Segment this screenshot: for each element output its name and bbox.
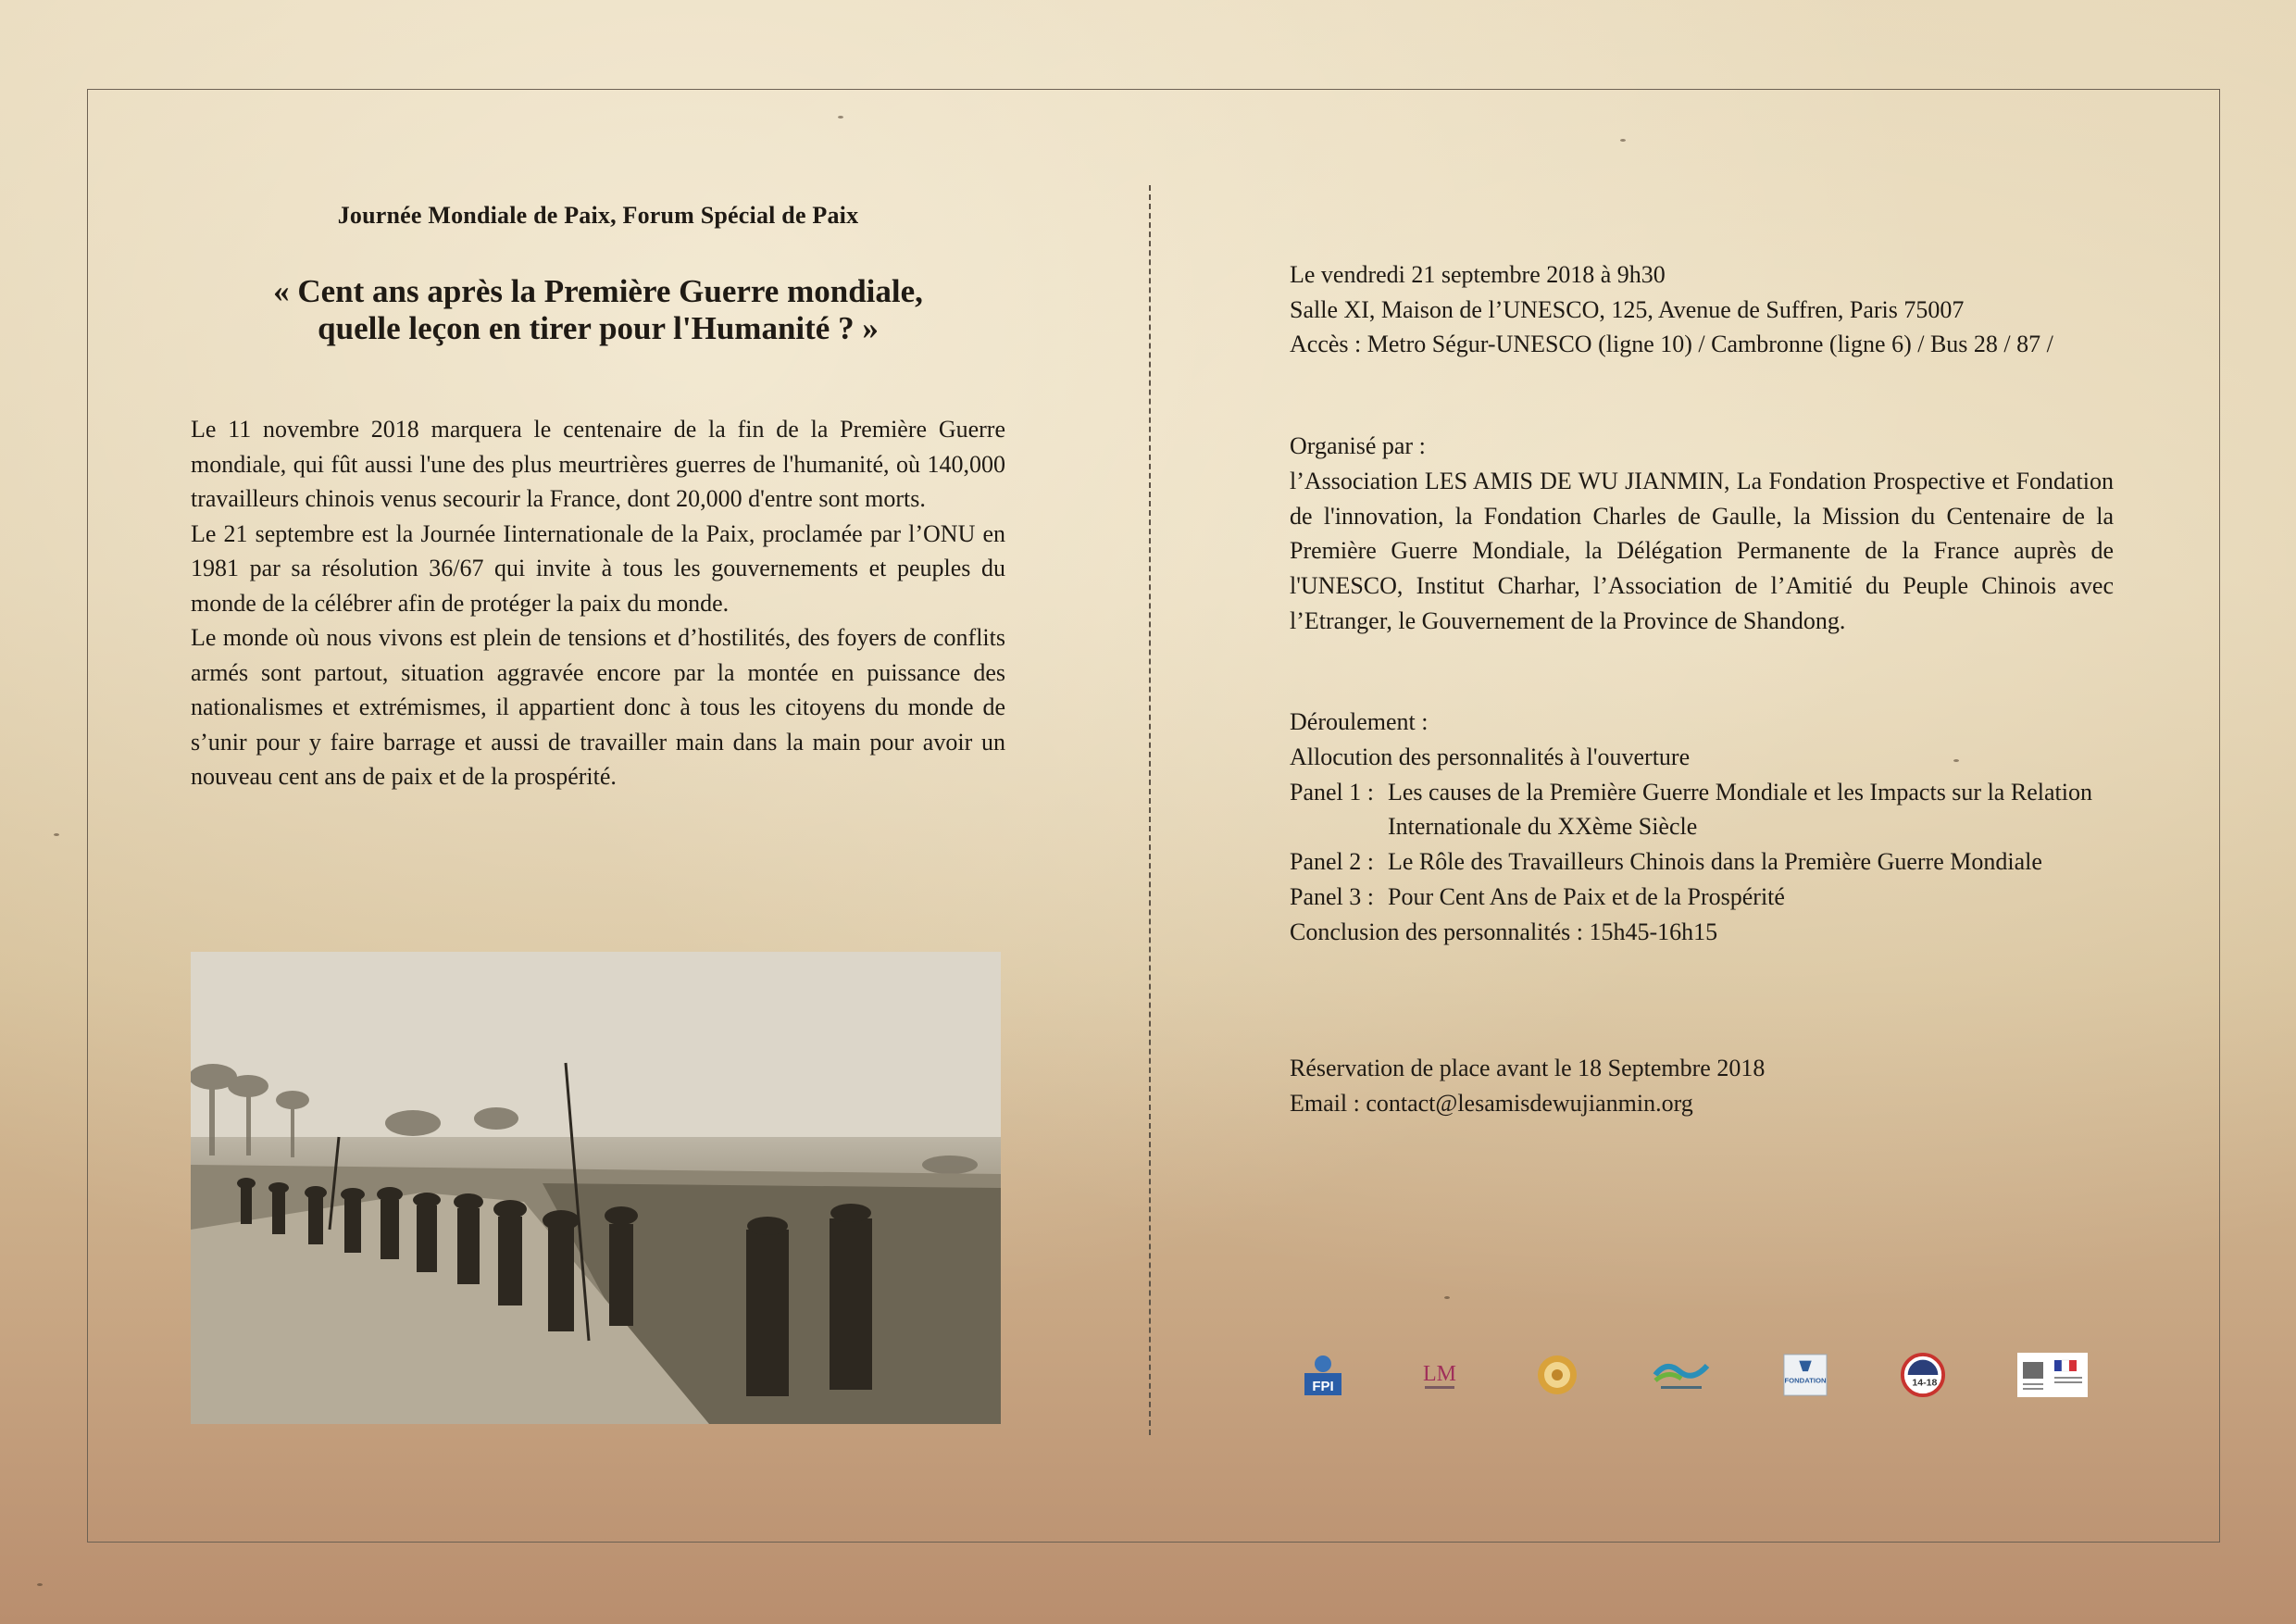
organisers-text: l’Association LES AMIS DE WU JIANMIN, La Fondation Prospective et Fondation de l'innovation, la Fondation Charles de Gaulle, la Mission du Centenaire de la Première Guerre Mondiale, la Délégation Permanente de la France auprès de l'UNESCO, Institut Charhar, l’Association de l’Amitié du Peuple Chinois avec l’Etranger, le Gouvernement de la Province de Shandong.	[1290, 467, 2114, 634]
event-subtitle: Journée Mondiale de Paix, Forum Spécial de Paix	[337, 202, 859, 229]
event-date: Le vendredi 21 septembre 2018 à 9h30	[1290, 261, 1666, 288]
panel-label: Panel 1 :	[1290, 778, 1374, 806]
photo-illustration	[191, 952, 1001, 1424]
intro-text	[191, 412, 1005, 794]
fondation-de-gaulle-logo	[1783, 1353, 1828, 1397]
les-amis-logo-text: LM	[1423, 1362, 1457, 1386]
event-details	[1290, 257, 2114, 362]
partner-logos	[1301, 1347, 2088, 1403]
intro-paragraph: Le 11 novembre 2018 marquera le centenaire de la fin de la Première Guerre mondiale, qui fût aussi l'une des plus meurtrières guerres de l'humanité, où 140,000 travailleurs chinois venus secourir la France, dont 20,000 d'entre sont morts.	[191, 416, 1005, 512]
les-amis-logo	[1417, 1353, 1462, 1397]
event-access: Accès : Metro Ségur-UNESCO (ligne 10) / Cambronne (ligne 6) / Bus 28 / 87 /	[1290, 331, 2053, 358]
fpi-logo-text: FPI	[1312, 1379, 1334, 1394]
centenaire-logo	[1901, 1353, 1945, 1397]
panel-label: Panel 3 :	[1290, 882, 1374, 910]
program-label: Déroulement :	[1290, 708, 1429, 736]
event-venue: Salle XI, Maison de l’UNESCO, 125, Avenue de Suffren, Paris 75007	[1290, 295, 1965, 323]
friendship-association-logo	[1652, 1353, 1711, 1397]
program-conclusion: Conclusion des personnalités : 15h45-16h15	[1290, 918, 1718, 945]
historical-photo	[191, 952, 1001, 1424]
intro-paragraph: Le 21 septembre est la Journée Iinternationale de la Paix, proclamée par l’ONU en 1981 par sa résolution 36/67 qui invite à tous les gouvernements et peuples du monde de la célébrer afin de protéger la paix du monde.	[191, 519, 1005, 617]
panel-row	[1290, 880, 2114, 915]
panel-label: Panel 2 :	[1290, 848, 1374, 876]
headline-line: quelle leçon en tirer pour l'Humanité ? »	[318, 310, 879, 346]
right-panel	[1290, 257, 2114, 1121]
panel-text: Pour Cent Ans de Paix et de la Prospérité	[1388, 882, 1785, 910]
fondation-logo-text: FONDATION	[1784, 1376, 1827, 1385]
organisers	[1290, 429, 2114, 638]
program-opening: Allocution des personnalités à l'ouverture	[1290, 743, 1691, 771]
panel-text: Le Rôle des Travailleurs Chinois dans la Première Guerre Mondiale	[1388, 848, 2042, 876]
headline	[191, 273, 1005, 347]
panel-text: Les causes de la Première Guerre Mondiale et les Impacts sur la Relation Internationale du XXème Siècle	[1388, 778, 2092, 841]
paper-speckle	[54, 833, 59, 836]
left-panel	[191, 199, 1005, 794]
organisers-label: Organisé par :	[1290, 432, 1426, 460]
unesco-france-logo	[2017, 1353, 2088, 1397]
charhar-seal-logo	[1535, 1353, 1579, 1397]
contact-email[interactable]: Email : contact@lesamisdewujianmin.org	[1290, 1089, 1693, 1117]
reservation	[1290, 1051, 2114, 1120]
fpi-logo	[1301, 1353, 1345, 1397]
fold-line	[1149, 185, 1151, 1435]
paper-speckle	[37, 1583, 43, 1586]
centenaire-logo-text: 14-18	[1912, 1377, 1938, 1389]
reservation-deadline: Réservation de place avant le 18 Septembre 2018	[1290, 1055, 1766, 1082]
panel-row	[1290, 844, 2114, 880]
panel-row	[1290, 775, 2114, 844]
intro-paragraph: Le monde où nous vivons est plein de tensions et d’hostilités, des foyers de conflits armés sont partout, situation aggravée encore par la montée en puissance des nationalismes et extrémismes, il appartient donc à tous les citoyens du monde de s’unir pour y faire barrage et aussi de travailler main dans la main pour avoir un nouveau cent ans de paix et de la prospérité.	[191, 624, 1005, 790]
headline-line: « Cent ans après la Première Guerre mondiale,	[273, 273, 923, 309]
program	[1290, 705, 2114, 949]
